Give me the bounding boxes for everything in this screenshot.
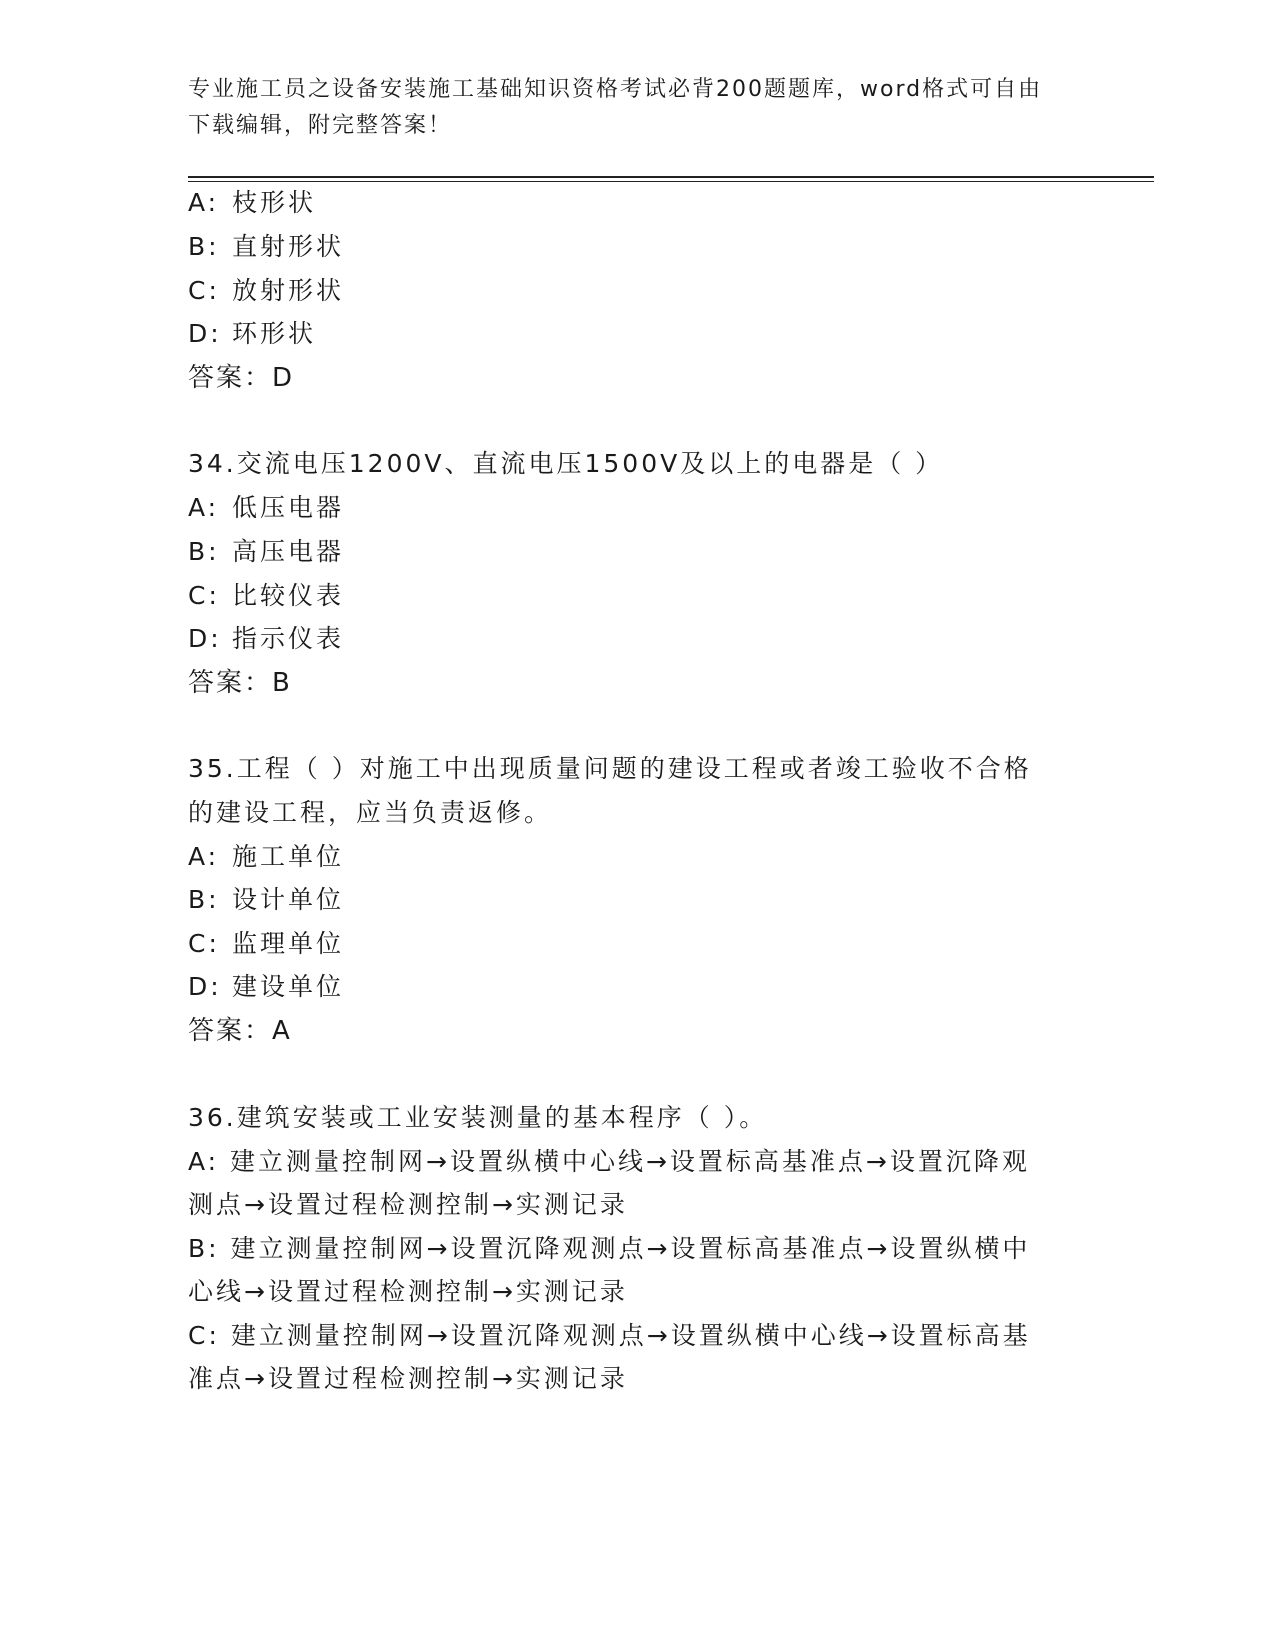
header-line-2: 下载编辑，附完整答案！ (188, 113, 453, 138)
q36-option-c-line-2: 准点→设置过程检测控制→实测记录 (188, 1364, 628, 1393)
q33-answer: 答案：D (188, 363, 295, 393)
q33-option-b: B: 直射形状 (188, 232, 345, 261)
q35-option-c: C: 监理单位 (188, 929, 345, 958)
q35-stem-line-2: 的建设工程，应当负责返修。 (188, 798, 553, 827)
q34-stem: 34.交流电压1200V、直流电压1500V及以上的电器是（ ） (188, 449, 944, 478)
q35-answer: 答案：A (188, 1016, 292, 1046)
q36-option-a-line-1: A: 建立测量控制网→设置纵横中心线→设置标高基准点→设置沉降观 (188, 1147, 1030, 1176)
q34-option-a: A: 低压电器 (188, 493, 345, 522)
q34-option-c: C: 比较仪表 (188, 581, 345, 610)
q34-answer: 答案：B (188, 668, 292, 698)
q35-option-d: D: 建设单位 (188, 972, 345, 1001)
header-line-1: 专业施工员之设备安装施工基础知识资格考试必背200题题库，word格式可自由 (188, 77, 1043, 102)
q36-stem: 36.建筑安装或工业安装测量的基本程序（ ）。 (188, 1103, 768, 1132)
q36-option-c-line-1: C: 建立测量控制网→设置沉降观测点→设置纵横中心线→设置标高基 (188, 1321, 1031, 1350)
q34-option-b: B: 高压电器 (188, 537, 345, 566)
q33-option-a: A: 枝形状 (188, 188, 317, 217)
q34-option-d: D: 指示仪表 (188, 624, 345, 653)
document-header (188, 72, 1068, 144)
q36-option-b-line-1: B: 建立测量控制网→设置沉降观测点→设置标高基准点→设置纵横中 (188, 1234, 1031, 1263)
header-divider-top (188, 176, 1154, 178)
q33-option-d: D: 环形状 (188, 319, 317, 348)
header-divider-bottom (188, 181, 1154, 182)
q33-option-c: C: 放射形状 (188, 276, 345, 305)
q35-stem-line-1: 35.工程（ ）对施工中出现质量问题的建设工程或者竣工验收不合格 (188, 754, 1032, 783)
q36-option-a-line-2: 测点→设置过程检测控制→实测记录 (188, 1190, 628, 1219)
q36-option-b-line-2: 心线→设置过程检测控制→实测记录 (188, 1277, 628, 1306)
q35-option-b: B: 设计单位 (188, 885, 345, 914)
q35-option-a: A: 施工单位 (188, 842, 345, 871)
